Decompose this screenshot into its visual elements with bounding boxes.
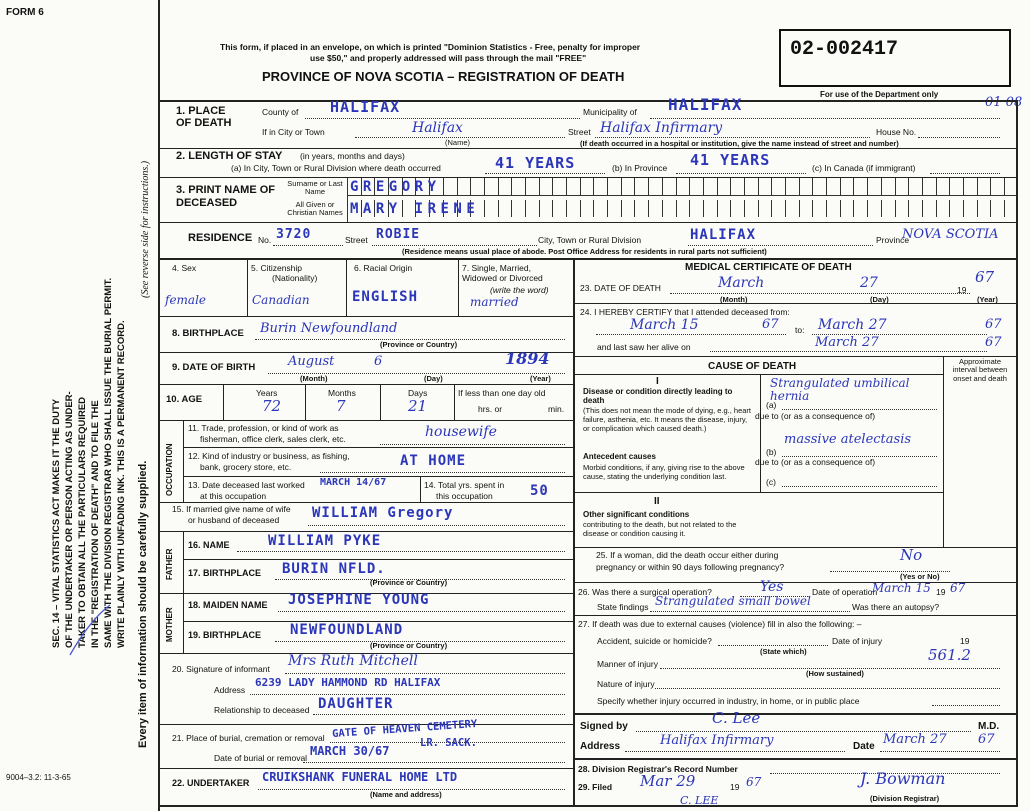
name-grid-cell [841,178,855,195]
county-value: HALIFAX [330,98,401,116]
name-grid-cell [978,200,992,217]
dob-year: 1894 [505,349,550,368]
name-grid-cell [964,200,978,217]
statute-line-2: OF THE UNDERTAKER OR PERSON ACTING AS UNDER- [64,391,75,648]
father-birthplace-label: 17. BIRTHPLACE [188,568,262,578]
name-grid-cell [827,200,841,217]
birthplace-label: 8. BIRTHPLACE [172,328,244,339]
death-month-caption: (Month) [720,295,748,304]
last-worked-label-b: at this occupation [200,491,267,501]
industry-injury-label: Specify whether injury occurred in industry, in home, or in public place [597,696,860,706]
industry-label-a: 12. Kind of industry or business, as fishing, [188,451,350,461]
pregnancy-label-a: 25. If a woman, did the death occur either during [596,550,779,560]
age-hrs-label: hrs. or [478,404,503,414]
city-label: If in City or Town [262,127,325,137]
attended-to: March 27 [818,317,887,333]
industry-value: AT HOME [400,453,467,469]
name-grid-cell [512,200,526,217]
age-months-label: Months [328,388,356,398]
age-months-value: 7 [336,397,346,415]
dob-day: 6 [374,354,383,369]
name-grid-cell [485,178,499,195]
last-saw-year: 67 [985,335,1002,350]
stay-city-value: 41 YEARS [495,154,576,172]
statute-line-3: TAKER TO OBTAIN ALL THE PARTICULARS REQUIRED [77,396,88,648]
department-use-note: For use of the Department only [820,90,939,99]
print-name-label: 3. PRINT NAME OF DECEASED [176,184,276,209]
length-of-stay-sub: (in years, months and days) [300,151,405,161]
municipality-value: HALIFAX [668,95,743,114]
name-grid-cell [458,178,472,195]
surgical-label: 26. Was there a surgical operation? [578,587,712,597]
citizenship-value: Canadian [252,293,310,307]
residence-city-label: City, Town or Rural Division [538,235,642,245]
citizenship-label: 5. Citizenship [251,263,303,273]
name-grid-cell [868,200,882,217]
name-grid-cell [553,200,567,217]
supplied-note: Every item of information should be carefully supplied. [137,460,149,748]
injury-date-label: Date of injury [832,636,883,646]
dob-day-caption: (Day) [424,374,443,383]
name-grid-cell [923,178,937,195]
residence-no-value: 3720 [276,227,312,242]
name-grid-cell [854,178,868,195]
death-day: 27 [860,275,878,291]
filed-value: Mar 29 [640,772,696,790]
registrar-caption: (Division Registrar) [870,794,940,803]
hospital-note: (If death occurred in a hospital or institution, give the name instead of street and number) [580,139,899,148]
father-name-label: 16. NAME [188,540,230,550]
statute-line-4: IN THE "REGISTRATION OF DEATH" AND TO FILE THE [90,400,101,648]
cause-heading: CAUSE OF DEATH [708,361,797,372]
citizenship-sub: (Nationality) [272,273,318,283]
coder-initials: C. LEE [680,794,719,807]
age-days-value: 21 [408,397,428,415]
residence-no-label: No. [258,235,272,245]
name-grid-cell [499,178,513,195]
street-label: Street [568,127,591,137]
filed-label: 29. Filed [578,782,613,792]
stay-canada-label: (c) In Canada (if immigrant) [812,163,916,173]
trade-label-a: 11. Trade, profession, or kind of work as [188,423,339,433]
name-grid-cell [526,178,540,195]
surname-value: GREGORY [350,179,441,195]
residence-province-value: NOVA SCOTIA [902,227,999,242]
name-grid-cell [786,200,800,217]
how-sustained-caption: (How sustained) [806,669,864,678]
registrar-signature: J. Bowman [860,769,946,788]
death-month: March [718,275,765,291]
dob-label: 9. DATE OF BIRTH [172,362,256,373]
age-days-label: Days [408,388,428,398]
left-margin-rule [158,0,160,811]
spouse-value: WILLIAM Gregory [312,505,454,521]
pregnancy-value: No [900,546,923,564]
name-grid-cell [690,200,704,217]
mother-birthplace-label: 19. BIRTHPLACE [188,630,262,640]
name-grid-cell [690,178,704,195]
manner-label: Manner of injury [597,659,658,669]
total-years-label-a: 14. Total yrs. spent in [424,480,505,490]
print-code: 9004–3.2: 11-3-65 [6,773,71,782]
other-conditions-note: contributing to the death, but not related to the disease or condition causing it. [583,520,737,538]
length-of-stay-label: 2. LENGTH OF STAY [176,150,283,162]
name-grid-cell [772,200,786,217]
name-grid-cell [594,178,608,195]
antecedent-note: Morbid conditions, if any, giving rise to the above cause, stating the underlying condition last. [583,463,745,481]
name-grid-cell [540,200,554,217]
part-two-label: II [654,496,660,507]
stay-city-label: (a) In City, Town or Rural Division where death occurred [231,163,441,173]
name-grid-cell [991,200,1005,217]
op-year-value: 67 [950,581,966,595]
name-grid-cell [608,200,622,217]
other-conditions-label: Other significant conditions [583,510,690,519]
name-grid-cell [868,178,882,195]
reverse-side-note: (See reverse side for instructions.) [140,160,151,298]
due-to-b: due to (or as a consequence of) [755,457,876,467]
last-saw-value: March 27 [815,335,879,350]
name-grid-cell [759,178,773,195]
name-grid-cell [512,178,526,195]
name-grid-cell [663,200,677,217]
city-name-caption: (Name) [445,138,471,147]
signed-by-value: C. Lee [712,709,761,727]
name-grid-cell [635,178,649,195]
death-year: 67 [975,268,995,286]
op-date-value: March 15 [872,581,931,595]
father-birthplace-value: BURIN NFLD. [282,561,386,577]
given-names-label: All Given or Christian Names [287,200,343,218]
city-value: Halifax [412,120,463,136]
name-grid-cell [731,200,745,217]
attended-from: March 15 [630,317,699,333]
name-grid-cell [485,200,499,217]
place-of-death-label: 1. PLACE OF DEATH [176,105,232,129]
name-grid-cell [649,178,663,195]
registration-number: 02-002417 [790,38,899,61]
burial-date-value: MARCH 30/67 [310,744,390,758]
attended-to-label: to: [795,325,805,335]
name-grid-cell [704,178,718,195]
name-grid-cell [649,200,663,217]
name-grid-cell [909,178,923,195]
name-grid-cell [854,200,868,217]
informant-sig-label: 20. Signature of informant [172,664,270,674]
burial-date-label: Date of burial or removal [214,753,308,763]
name-grid-cell [553,178,567,195]
relationship-label: Relationship to deceased [214,705,310,715]
age-label: 10. AGE [166,394,203,405]
medical-code: 561.2 [928,646,971,664]
due-to-a: due to (or as a consequence of) [755,411,876,421]
name-grid-cell [567,178,581,195]
dob-month: August [288,354,335,369]
nature-label: Nature of injury [597,679,655,689]
stay-province-label: (b) In Province [612,163,668,173]
trade-value: housewife [425,424,497,440]
burial-place-value: GATE OF HEAVEN CEMETERY [331,717,478,741]
given-names-value: MARY IRENE [350,201,480,217]
doctor-address-value: Halifax Infirmary [660,733,774,748]
house-label: House No. [876,127,917,137]
name-grid-cell [745,178,759,195]
name-grid-cell [594,200,608,217]
municipality-label: Municipality of [583,107,637,117]
undertaker-label: 22. UNDERTAKER [172,778,250,788]
form-title: PROVINCE OF NOVA SCOTIA – REGISTRATION OF DEATH [262,69,625,84]
name-grid-cell [896,200,910,217]
name-grid-cell [745,200,759,217]
autopsy-label: Was there an autopsy? [852,602,940,612]
undertaker-caption: (Name and address) [370,790,442,799]
name-grid-cell [937,178,951,195]
mail-notice-2: use $50," and properly addressed will pass through the mail "FREE" [310,53,587,63]
attended-from-year: 67 [762,317,779,332]
spouse-label-b: or husband of deceased [188,515,280,525]
residence-label: RESIDENCE [188,232,253,244]
findings-label: State findings [597,602,649,612]
findings-value: Strangulated small bowel [655,594,811,608]
name-grid-cell [581,200,595,217]
part-one-label: I [656,376,659,387]
filed-year: 67 [746,775,762,789]
name-grid-cell [718,178,732,195]
pregnancy-caption: (Yes or No) [900,572,940,581]
name-grid-cell [731,178,745,195]
md-label: M.D. [978,721,1000,732]
name-grid-cell [896,178,910,195]
name-grid-cell [991,178,1005,195]
street-value: Halifax Infirmary [600,120,723,136]
name-grid-cell [841,200,855,217]
sex-label: 4. Sex [172,263,197,273]
burial-place-label: 21. Place of burial, cremation or removal [172,733,325,743]
antecedent-label: Antecedent causes [583,452,656,461]
name-grid-cell [444,178,458,195]
attended-label: 24. I HEREBY CERTIFY that I attended deceased from: [580,307,790,317]
name-grid-cell [622,200,636,217]
statute-line-6: WRITE PLAINLY WITH UNFADING INK. THIS IS A PERMANENT RECORD. [116,320,127,648]
last-worked-value: MARCH 14/67 [320,477,387,488]
last-saw-label: and last saw her alive on [597,342,691,352]
name-grid-cell [882,200,896,217]
op-date-label: Date of operation [812,587,878,597]
racial-value: ENGLISH [352,289,419,305]
name-grid-cell [964,178,978,195]
informant-address-label: Address [214,685,246,695]
occupation-side-label: OCCUPATION [165,443,174,496]
name-grid-cell [540,178,554,195]
name-grid-cell [813,200,827,217]
name-grid-cell [950,178,964,195]
surgical-value: Yes [760,579,784,595]
accident-label: Accident, suicide or homicide? [597,636,712,646]
name-grid-cell [923,200,937,217]
name-grid-cell [978,178,992,195]
name-grid-cell [471,178,485,195]
dob-month-caption: (Month) [300,374,328,383]
medical-heading: MEDICAL CERTIFICATE OF DEATH [685,262,852,273]
marital-label: 7. Single, Married, Widowed or Divorced [462,263,543,283]
doctor-address-label: Address [580,741,621,752]
stay-province-value: 41 YEARS [690,151,771,169]
total-years-value: 50 [530,483,549,499]
state-which-caption: (State which) [760,647,807,656]
name-grid-cell [813,178,827,195]
age-min-label: min. [548,404,565,414]
burial-place-value-2: LR. SACK. [420,737,477,749]
department-code: 01 08 [985,95,1023,110]
spouse-label-a: 15. If married give name of wife [172,504,291,514]
residence-province-label: Province [876,235,910,245]
attended-to-year: 67 [985,317,1002,332]
industry-label-b: bank, grocery store, etc. [200,462,292,472]
form-number: FORM 6 [6,7,44,18]
doctor-date-value: March 27 [883,732,947,747]
name-grid-cell [937,200,951,217]
dob-year-caption: (Year) [530,374,551,383]
residence-city-value: HALIFAX [690,227,757,243]
informant-signature: Mrs Ruth Mitchell [288,653,418,669]
age-lt-day-label: If less than one day old [458,388,546,398]
undertaker-value: CRUIKSHANK FUNERAL HOME LTD [262,770,458,784]
mother-birthplace-value: NEWFOUNDLAND [290,622,404,638]
name-grid-cell [950,200,964,217]
name-grid-cell [786,178,800,195]
name-grid-cell [635,200,649,217]
birthplace-value: Burin Newfoundland [260,321,398,336]
name-grid-cell [909,200,923,217]
pencil-mark [60,600,120,660]
pregnancy-label-b: pregnancy or within 90 days following pregnancy? [596,562,785,572]
father-side-label: FATHER [165,548,174,580]
interval-heading: Approximate interval between onset and death [952,357,1008,383]
name-grid-cell [800,178,814,195]
mother-birthplace-caption: (Province or Country) [370,641,448,650]
mail-notice: This form, if placed in an envelope, on which is printed "Dominion Statistics - Free, penalty for improper [220,42,641,52]
mother-side-label: MOTHER [165,607,174,642]
name-grid-cell [882,178,896,195]
name-grid-cell [677,178,691,195]
trade-label-b: fisherman, office clerk, sales clerk, etc. [200,434,346,444]
cause-b-value: massive atelectasis [784,432,912,447]
age-years-label: Years [256,388,278,398]
residence-street-value: ROBIE [376,227,421,242]
name-grid-cell [677,200,691,217]
total-years-label-b: this occupation [436,491,493,501]
residence-street-label: Street [345,235,368,245]
name-grid-cell [704,200,718,217]
surname-label: Surname or Last Name [287,179,343,197]
doctor-date-label: Date [853,741,875,752]
cause-a-value: Strangulated umbilical hernia [770,376,910,404]
residence-note: (Residence means usual place of abode. Post Office Address for residents in rural parts not sufficient) [402,247,767,256]
death-year-prefix: 19 [957,285,967,295]
mother-maiden-label: 18. MAIDEN NAME [188,600,268,610]
name-grid-cell [608,178,622,195]
name-grid-cell [772,178,786,195]
racial-label: 6. Racial Origin [354,263,413,273]
name-grid-cell [663,178,677,195]
external-causes-label: 27. If death was due to external causes (violence) fill in also the following: – [578,619,862,629]
sex-value: female [165,293,207,307]
record-number-label: 28. Division Registrar's Record Number [578,764,738,774]
name-grid-cell [622,178,636,195]
informant-address: 6239 LADY HAMMOND RD HALIFAX [255,676,441,689]
name-grid-cell [526,200,540,217]
disease-label: Disease or condition directly leading to death [583,387,733,406]
name-grid-cell [827,178,841,195]
birthplace-caption: (Province or Country) [380,340,458,349]
statute-line-5: SAME WITH THE DIVISION REGISTRAR WHO SHALL ISSUE THE BURIAL PERMIT. [103,277,114,648]
name-grid-cell [499,200,513,217]
last-worked-label-a: 13. Date deceased last worked [188,480,305,490]
father-birthplace-caption: (Province or Country) [370,578,448,587]
mother-maiden-value: JOSEPHINE YOUNG [288,592,430,608]
doctor-date-year: 67 [978,732,995,747]
statute-line-1: SEC. 14 – VITAL STATISTICS ACT MAKES IT THE DUTY [51,398,62,648]
death-day-caption: (Day) [870,295,889,304]
relationship-value: DAUGHTER [318,696,394,712]
name-grid-cell [567,200,581,217]
marital-value: married [470,295,519,309]
age-years-value: 72 [262,397,282,415]
disease-note: (This does not mean the mode of dying, e.g., heart failure, asthenia, etc. It means the disease, injury, or complication which caused death.) [583,406,752,433]
death-registration-form: FORM 6 This form, if placed in an envelope, on which is printed "Dominion Statistics - Free, penalty for improper use $50," and properly addressed will pass through the mail "FREE" PROVINCE OF NOVA SCOTIA – REGISTRATION OF DEATH 02-002417 For use of the Department only 01 08 SEC. 14 – VITAL STATISTICS ACT MAKES IT THE DUTY OF THE UNDERTAKER OR PERSON ACTING AS UNDER- TAKER TO OBTAIN ALL THE PARTICULARS REQUIRED IN THE "REGISTRATION OF DEATH" AND TO FILE THE SAME WITH THE DIVISION REGISTRAR WHO SHALL ISSUE THE BURIAL PERMIT. WRITE PLAINLY WITH UNFADING INK. THIS IS A PERMANENT RECORD. Every item of information should be carefully supplied. (See reverse side for instructions.) 9004–3.2: 11-3-65 1. PLACE OF DEATH County of HALIFAX Municipality of HALIFAX If in City or Town Halifax (Name) Street Halifax Infirmary House No. (If death occurred in a hospital or institution, give the name instead of street and number) 2. LENGTH OF STAY (in years, months and days) (a) In City, Town or Rural Division where death occurred 41 YEARS (b) In Province 41 YEARS (c) In Canada (if immigrant) 3. PRINT NAME OF DECEASED Surname or Last Name All Given or Christian Names GREGORY MARY IRENE RESIDENCE No. 3720 Street ROBIE City, Town or Rural Division HALIFAX Province NOVA SCOTIA (Residence means usual place of abode. Post Office Address for residents in rural parts not sufficient) 4. Sex 5. Citizenship (Nationality) 6. Racial Origin 7. Single, Married, Widowed or Divorced (write the word) female Canadian ENGLISH married 8. BIRTHPLACE Burin Newfoundland (Province or Country) 9. DATE OF BIRTH August 6 1894 (Month) (Day) (Year) 10. AGE Years Months Days If less than one day old hrs. or min. 72 7 21 OCCUPATION 11. Trade, profession, or kind of work as fisherman, office clerk, sales clerk, etc. housewife 12. Kind of industry or business, as fishing, bank, grocery store, etc. AT HOME 13. Date deceased last worked at this occupation MARCH 14/67 14. Total yrs. spent in this occupation 50 15. If married give name of wife or husband of deceased WILLIAM Gregory FATHER 16. NAME WILLIAM PYKE 17. BIRTHPLACE BURIN NFLD. (Province or Country) MOTHER 18. MAIDEN NAME JOSEPHINE YOUNG 19. BIRTHPLACE NEWFOUNDLAND (Province or Country) 20. Signature of informant Mrs Ruth Mitchell Address 6239 LADY HAMMOND RD HALIFAX Relationship to deceased DAUGHTER 21. Place of burial, cremation or removal GATE OF HEAVEN CEMETERY LR. SACK. Date of burial or removal MARCH 30/67 22. UNDERTAKER CRUIKSHANK FUNERAL HOME LTD (Name and address) MEDICAL CERTIFICATE OF DEATH 23. DATE OF DEATH March 27 19 67 (Month) (Day) (Year) 24. I HEREBY CERTIFY that I attended deceased from: March 15 67 to: March 27 67 and last saw her alive on March 27 67 CAUSE OF DEATH Approximate interval between onset and death I Disease or condition directly leading to death (This does not mean the mode of dying, e.g., heart failure, asthenia, etc. It means the disease, injury, or complication which caused death.) Strangulated umbilical hernia (a) due to (or as a consequence of) Antecedent causes Morbid conditions, if any, giving rise to the above cause, stating the underlying condition last. (b) massive atelectasis due to (or as a consequence of) (c) II Other significant conditions contributing to the death, but not related to the disease or condition causing it. 25. If a woman, did the death occur either during pregnancy or within 90 days following pregnancy? No (Yes or No) 26. Was there a surgical operation? Yes Date of operation March 15 19 67 State findings Strangulated small bowel Was there an autopsy? 27. If death was due to external causes (violence) fill in also the following: – Accident, suicide or homicide? Date of injury 19 (State which) Manner of injury 561.2 (How sustained) Nature of injury Specify whether injury occurred in industry, in home, or in public place Signed by C. Lee M.D. Address Halifax Infirmary Date March 27 67 28. Division Registrar's Record Number 29. Filed Mar 29 19 67 J. Bowman (Division Registrar) C. LEE [0,0,1030,811]
father-name-value: WILLIAM PYKE [268,533,382,549]
marital-sub: (write the word) [490,285,549,295]
name-grid-cell [718,200,732,217]
death-year-caption: (Year) [977,295,998,304]
name-grid-cell [800,200,814,217]
county-label: County of [262,107,299,117]
name-grid-cell [581,178,595,195]
signed-by-label: Signed by [580,721,628,732]
name-grid-cell [759,200,773,217]
date-of-death-label: 23. DATE OF DEATH [580,283,661,293]
